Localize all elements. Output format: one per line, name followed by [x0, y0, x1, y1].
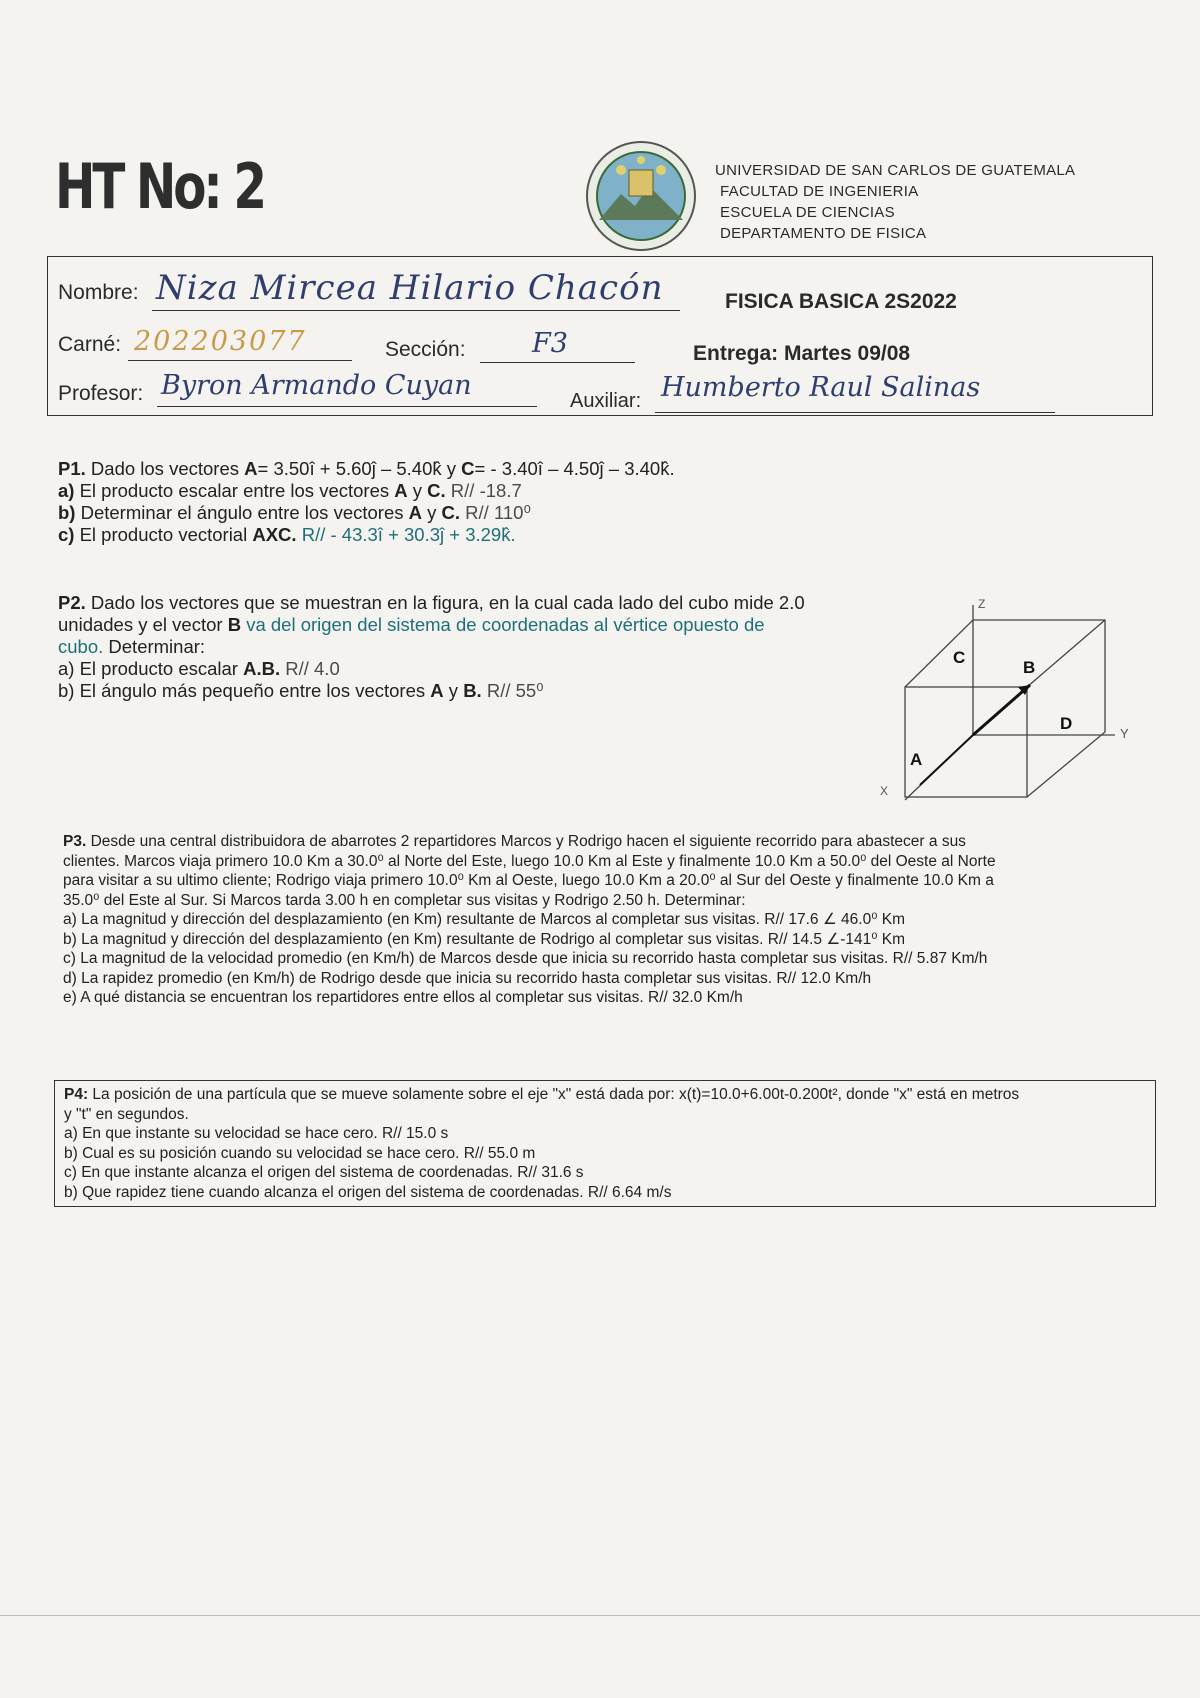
- problem-2-part-b: [58, 680, 848, 702]
- vector-c-expr: = - 3.40î – 4.50ĵ – 3.40k̂.: [474, 458, 675, 479]
- p2-part-b-text: b) El ángulo más pequeño entre los vectores: [58, 680, 431, 701]
- profesor-value: Byron Armando Cuyan: [161, 370, 472, 401]
- problem-3-item-a: a) La magnitud y dirección del desplazamiento (en Km) resultante de Marcos al completar sus visitas. R// 17.6 ∠ 46.0⁰ Km: [63, 911, 905, 928]
- problem-1-intro: Dado los vectores: [85, 458, 245, 479]
- seccion-field[interactable]: [480, 330, 635, 363]
- problem-3-line-1: [63, 832, 1143, 852]
- department-name: DEPARTAMENTO DE FISICA: [720, 225, 927, 242]
- problem-3-line-4: 35.0⁰ del Este al Sur. Si Marcos tarda 3.00 h en completar sus visitas y Rodrigo 2.50 h. Determinar:: [63, 891, 746, 909]
- part-a-label: a): [58, 480, 75, 501]
- nombre-field[interactable]: [152, 268, 680, 311]
- carne-value: 202203077: [134, 326, 307, 357]
- part-c-label: c): [58, 524, 75, 545]
- problem-2-text-3b: Determinar:: [103, 636, 206, 657]
- nombre-value: Niza Mircea Hilario Chacón: [156, 268, 664, 308]
- part-a-text: El producto escalar entre los vectores: [74, 480, 395, 501]
- problem-4-label: P4:: [64, 1086, 89, 1103]
- problem-4-item-a: a) En que instante su velocidad se hace cero. R// 15.0 s: [64, 1125, 449, 1142]
- problem-2-vector-b: B: [227, 614, 242, 635]
- problem-4-line-1: [64, 1085, 1149, 1105]
- problem-2-text-3a: cubo.: [58, 636, 104, 657]
- problem-2-text-1: Dado los vectores que se muestran en la figura, en la cual cada lado del cubo mide 2.0: [85, 592, 805, 613]
- problem-4-item-d: b) Que rapidez tiene cuando alcanza el origen del sistema de coordenadas. R// 6.64 m/s: [64, 1183, 672, 1201]
- problem-2-line-2: [58, 614, 848, 636]
- cube-top-edge: [1027, 620, 1105, 687]
- p2-part-b-bold-1: A: [430, 680, 444, 701]
- p2-part-a-bold: A.B.: [243, 658, 281, 679]
- z-axis-label: Z: [978, 597, 986, 611]
- problem-1-label: P1.: [58, 458, 86, 479]
- problem-3-line-3: para visitar a su ultimo cliente; Rodrigo viaja primero 10.0⁰ Km al Oeste, luego 10.0 Km a 20.0⁰ al Sur del Oeste y finalmente 10.0 Km a: [63, 872, 994, 889]
- vector-a: A: [244, 458, 258, 479]
- carne-field[interactable]: [128, 328, 352, 361]
- part-b-answer: R// 110⁰: [460, 502, 531, 523]
- p2-part-a-answer: R// 4.0: [280, 658, 340, 679]
- problem-2-line-3: [58, 636, 848, 658]
- problem-2: [58, 592, 848, 702]
- vector-a-line: [920, 735, 973, 785]
- nombre-label: Nombre:: [58, 281, 139, 304]
- problem-3-text-1: Desde una central distribuidora de abarrotes 2 repartidores Marcos y Rodrigo hacen el siguiente recorrido para abastecer a sus: [86, 833, 966, 850]
- vector-b-arrow: [973, 685, 1030, 735]
- problem-4-item-b: b) Cual es su posición cuando su velocidad se hace cero. R// 55.0 m: [64, 1144, 536, 1162]
- problem-2-text-2a: unidades y el vector: [58, 614, 228, 635]
- due-date: Entrega: Martes 09/08: [693, 342, 911, 365]
- profesor-field[interactable]: [157, 370, 537, 407]
- school-name: ESCUELA DE CIENCIAS: [720, 204, 895, 221]
- auxiliar-field[interactable]: [655, 372, 1055, 413]
- problem-3-item-e: e) A qué distancia se encuentran los repartidores entre ellos al completar sus visitas. R// 32.0 Km/h: [63, 989, 743, 1006]
- university-name: UNIVERSIDAD DE SAN CARLOS DE GUATEMALA: [715, 162, 1076, 179]
- y-axis-label: Y: [1120, 726, 1129, 741]
- problem-3-item-c: c) La magnitud de la velocidad promedio (en Km/h) de Marcos desde que inicia su recorrido hasta completar sus visitas. R// 5.87 Km/h: [63, 950, 988, 967]
- part-a-bold-2: C.: [427, 480, 446, 501]
- vector-c: C: [461, 458, 475, 479]
- auxiliar-label: Auxiliar:: [570, 390, 642, 412]
- profesor-label: Profesor:: [58, 382, 144, 405]
- scan-bottom-edge: [0, 1615, 1200, 1616]
- part-c-bold: AXC.: [252, 524, 297, 545]
- faculty-name: FACULTAD DE INGENIERIA: [720, 183, 919, 200]
- part-b-bold-2: C.: [441, 502, 461, 523]
- problem-1-part-c: [58, 524, 818, 546]
- ht-number-title: HT No: 2: [55, 150, 264, 223]
- part-a-bold-1: A: [394, 480, 408, 501]
- vector-a-expr: = 3.50î + 5.60ĵ – 5.40k̂ y: [257, 458, 462, 479]
- problem-3: [63, 832, 1143, 1008]
- p2-part-b-conj: y: [443, 680, 464, 701]
- course-title: FISICA BASICA 2S2022: [725, 290, 957, 313]
- part-b-conj: y: [422, 502, 442, 523]
- seccion-label: Sección:: [385, 338, 466, 361]
- cube-vector-diagram: [870, 595, 1140, 815]
- problem-4: [64, 1085, 1149, 1202]
- problem-4-text-1: La posición de una partícula que se mueve solamente sobre el eje "x" está dada por: x(t)=10.0+6.00t-0.200t², donde "x" está en metros: [88, 1086, 1020, 1103]
- part-b-bold-1: A: [408, 502, 423, 523]
- p2-part-a-text: a) El producto escalar: [58, 658, 244, 679]
- seccion-value: F3: [532, 328, 568, 359]
- university-seal-logo: [585, 140, 697, 252]
- problem-3-item-d: d) La rapidez promedio (en Km/h) de Rodrigo desde que inicia su recorrido hasta completar sus visitas. R// 12.0 Km/h: [63, 969, 872, 987]
- part-c-text: El producto vectorial: [74, 524, 253, 545]
- problem-4-line-2: y "t" en segundos.: [64, 1105, 189, 1123]
- problem-2-text-2c: va del origen del sistema de coordenadas al vértice opuesto de: [241, 614, 765, 635]
- part-b-label: b): [58, 502, 76, 523]
- part-a-answer: R// -18.7: [445, 480, 522, 501]
- vector-a-label: A: [910, 750, 923, 769]
- university-header: [715, 160, 1075, 244]
- auxiliar-value: Humberto Raul Salinas: [661, 372, 981, 403]
- problem-2-label: P2.: [58, 592, 86, 613]
- problem-2-part-a: [58, 658, 848, 680]
- problem-2-line-1: [58, 592, 848, 614]
- x-axis-label: X: [880, 784, 889, 798]
- problem-3-item-b: b) La magnitud y dirección del desplazamiento (en Km) resultante de Rodrigo al completar sus visitas. R// 14.5 ∠-141⁰ Km: [63, 930, 906, 948]
- problem-3-line-2: clientes. Marcos viaja primero 10.0 Km a 30.0⁰ al Norte del Este, luego 10.0 Km al Este y finalmente 10.0 Km a 50.0⁰ del Oeste al Norte: [63, 852, 996, 870]
- problem-4-item-c: c) En que instante alcanza el origen del sistema de coordenadas. R// 31.6 s: [64, 1164, 584, 1181]
- problem-1-part-a: [58, 480, 818, 502]
- part-a-conj: y: [407, 480, 428, 501]
- vector-c-label: C: [953, 648, 966, 667]
- problem-1-statement: [58, 458, 818, 480]
- part-b-text: Determinar el ángulo entre los vectores: [75, 502, 409, 523]
- p2-part-b-bold-2: B.: [463, 680, 482, 701]
- problem-3-label: P3.: [63, 833, 87, 850]
- vector-d-label: D: [1060, 714, 1073, 733]
- problem-1-part-b: [58, 502, 818, 524]
- problem-1: [58, 458, 818, 546]
- vector-b-label: B: [1023, 658, 1036, 677]
- p2-part-b-answer: R// 55⁰: [481, 680, 544, 701]
- part-c-answer: R// - 43.3î + 30.3ĵ + 3.29k̂.: [296, 524, 516, 545]
- carne-label: Carné:: [58, 333, 122, 356]
